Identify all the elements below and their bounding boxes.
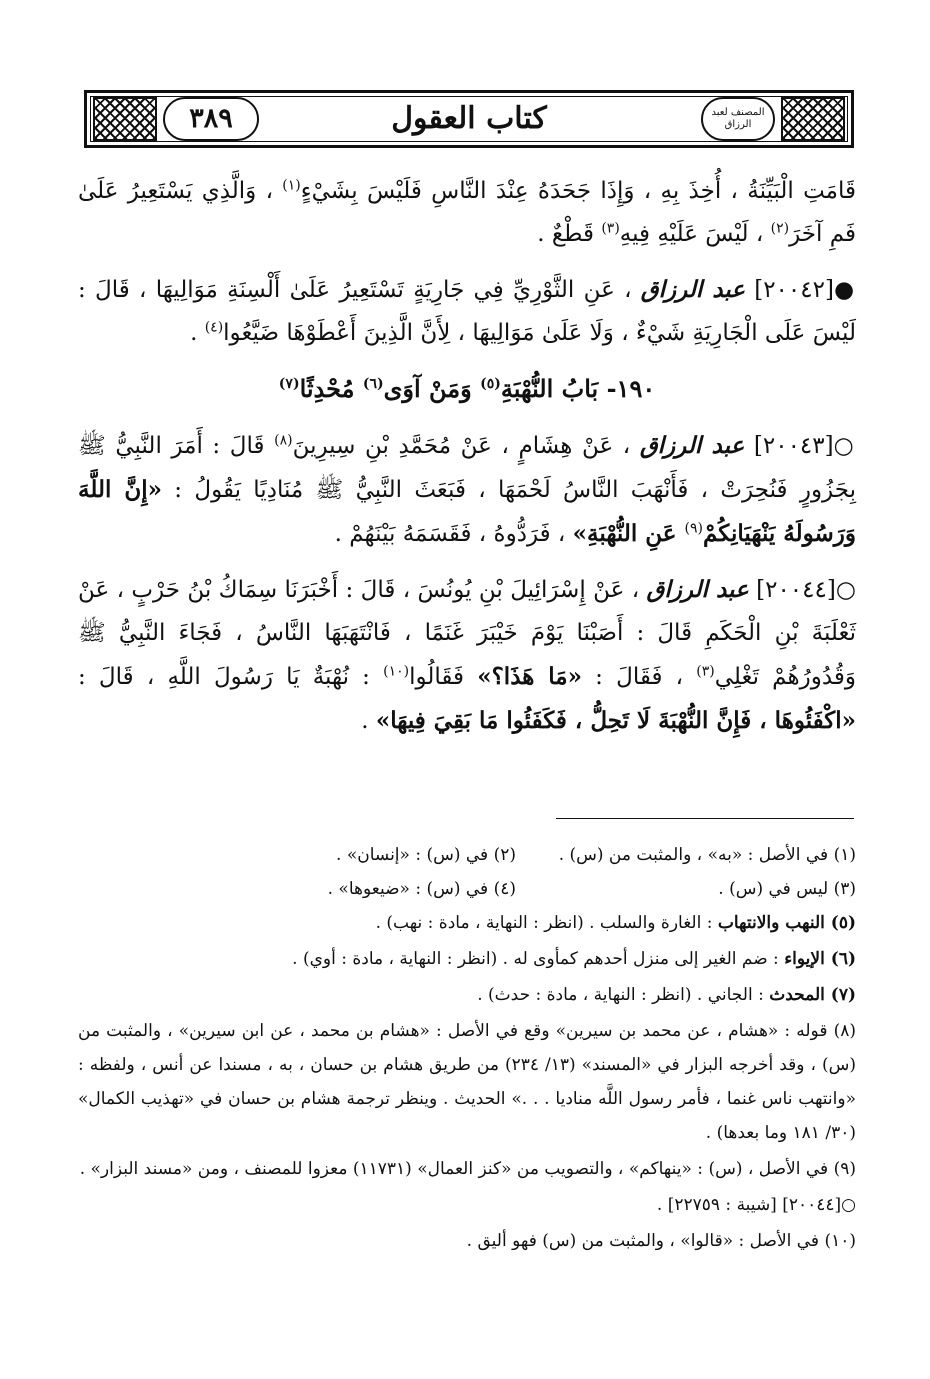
footnote-ref: (٤) [204, 319, 224, 336]
text-run: ، وَالَّذِي يَسْتَعِيرُ عَلَىٰ فَمِ آخَرَ [78, 178, 856, 247]
text-run: . [361, 708, 376, 734]
book-title: كتاب العقول [391, 101, 547, 136]
main-text [78, 170, 856, 755]
text-run: ، لَيْسَ عَلَيْهِ فِيهِ [619, 221, 771, 247]
text-run: قَالَ : أَمَرَ النَّبِيُّ ﷺ بِجَزُورٍ فَنُحِرَتْ ، فَأَنْهَبَ النَّاسُ لَحْمَهَا ، فَبَعَثَ النَّبِيُّ ﷺ مُنَادِيًا يَقُولُ : [78, 433, 856, 503]
prophetic-quote: عَنِ النُّهْبَةِ» [572, 520, 685, 547]
hadith-number: [٢٠٠٤٤] [756, 577, 836, 603]
footnote-text: : ضم الغير إلى منزل أحدهم كمأوى له . (انظر : النهاية ، مادة : أوي) . [292, 949, 785, 969]
footnote-ref: (٣) [601, 220, 620, 237]
footnote-text: : الغارة والسلب . (انظر : النهاية ، مادة : نهب) . [375, 913, 718, 933]
footnote-divider [556, 818, 854, 819]
footnote-20044 [78, 1188, 856, 1222]
page-number: ٣٨٩ [163, 97, 259, 141]
footnote-row [78, 838, 856, 872]
book-emblem: المصنف لعبد الرزاق [701, 97, 775, 141]
narrator-name: عبد الرزاق [640, 276, 745, 303]
paragraph-continuation [78, 170, 856, 256]
hadith-20042 [78, 268, 856, 355]
chapter-heading [78, 367, 856, 410]
narrator-name: عبد الرزاق [639, 432, 745, 459]
text-run: فَقَالُوا [409, 664, 478, 690]
prophetic-quote: «اكْفَئُوهَا ، فَإِنَّ النُّهْبَةَ لَا تَحِلُّ ، فَكَفَئُوا مَا بَقِيَ فِيهَا» [375, 707, 856, 734]
footnote-term: (٧) المحدث [769, 985, 856, 1005]
circle-mark: ○ [841, 1195, 856, 1215]
footnote-7 [78, 978, 856, 1012]
footnote-text: [٢٠٠٤٤] [شيبة : ٢٢٧٥٩] . [656, 1195, 842, 1215]
footnote-ref: (١٠) [383, 663, 410, 680]
narrator-name: عبد الرزاق [646, 576, 749, 603]
footnote-ref: (١) [282, 177, 301, 194]
footnote-4: (٤) في (س) : «ضيعوها» . [327, 879, 516, 899]
footnote-term: (٥) النهب والانتهاب [717, 913, 856, 933]
footnote-row [78, 872, 856, 906]
footnote-ref: (٢) [770, 220, 790, 237]
text-run: ، عَنْ إِسْرَائِيلَ بْنِ يُونُسَ ، قَالَ : أَخْبَرَنَا سِمَاكُ بْنُ حَرْبٍ ، عَنْ ثَعْلَبَةَ بْنِ الْحَكَمِ قَالَ : أَصَبْنَا يَوْمَ خَيْبَرَ غَنَمًا ، فَانْتَهَبَهَا النَّاسُ ، فَجَاءَ النَّبِيُّ ﷺ وَقُدُورُهُمْ تَغْلِي [78, 577, 857, 690]
footnote-6 [78, 942, 856, 976]
footnote-10: (١٠) في الأصل : «قالوا» ، والمثبت من (س) فهو أليق . [466, 1231, 856, 1251]
hadith-20044 [78, 568, 856, 743]
text-run: وَمَنْ آوَى [383, 374, 481, 403]
footnote-ref: (٣) [696, 663, 715, 680]
footnote-5 [78, 906, 856, 940]
hadith-number: [٢٠٠٤٢] [754, 277, 834, 303]
footnote-2: (٢) في (س) : «إنسان» . [336, 845, 516, 865]
footnote-9: (٩) في الأصل ، (س) : «ينهاكم» ، والتصويب من «كنز العمال» (١١٧٣١) معزوا للمصنف ، ومن «مسند البزار» . [79, 1159, 856, 1179]
text-run: ، فَقَالَ : [581, 664, 697, 690]
text-run: ، عَنْ هِشَامٍ ، عَنْ مُحَمَّدِ بْنِ سِيرِينَ [292, 433, 640, 459]
footnote-ref: (٥) [480, 376, 501, 392]
text-run: . [190, 320, 205, 346]
text-run: قَطْعٌ . [537, 221, 602, 247]
footnote-8: (٨) قوله : «هشام ، عن محمد بن سيرين» وقع في الأصل : «هشام بن محمد ، عن ابن سيرين» ، والمثبت من (س) ، وقد أخرجه البزار في «المسند» (١٣/ ٢٣٤) من طريق هشام بن حسان ، به ، مسندا عن أنس ، ولفظه : «وانتهب ناس غنما ، فأمر رسول اللَّه مناديا . . .» الحديث . وينظر ترجمة هشام بن حسان في «تهذيب الكمال» (٣٠/ ١٨١ وما بعدها) . [78, 1021, 856, 1143]
text-run: : نُهْبَةٌ يَا رَسُولَ اللَّهِ ، قَالَ : [78, 664, 384, 690]
page-header [84, 90, 854, 148]
hadith-20043 [78, 424, 856, 556]
text-run: ، فَرَدُّوهُ ، فَقَسَمَهُ بَيْنَهُمْ . [334, 521, 573, 547]
footnotes [78, 838, 856, 1260]
footnote-1: (١) في الأصل : «به» ، والمثبت من (س) . [558, 845, 856, 865]
footnote-ref: (٧) [278, 376, 300, 392]
circle-mark: ○ [833, 432, 856, 459]
footnote-term: (٦) الإيواء [784, 949, 856, 969]
text-run: ، عَنِ الثَّوْرِيِّ فِي جَارِيَةٍ تَسْتَعِيرُ عَلَىٰ أَلْسِنَةِ مَوَالِيهَا ، قَالَ : لَيْسَ عَلَى الْجَارِيَةِ شَيْءٌ ، وَلَا عَلَىٰ مَوَالِيهَا ، لِأَنَّ الَّذِينَ أَعْطَوْهَا ضَيَّعُوا [78, 277, 856, 346]
footnote-ref: (٩) [684, 520, 703, 537]
bullet-mark: ● [833, 276, 856, 303]
prophetic-quote: «مَا هَذَا؟» [477, 663, 582, 690]
footnote-ref: (٨) [274, 432, 293, 449]
text-run: قَامَتِ الْبَيِّنَةُ ، أُخِذَ بِهِ ، وَإِذَا جَحَدَهُ عِنْدَ النَّاسِ فَلَيْسَ بِشَيْءٍ [300, 178, 856, 204]
footnote-text: : الجاني . (انظر : النهاية ، مادة : حدث) . [477, 985, 770, 1005]
text-run: ١٩٠- بَابُ النُّهْبَةِ [500, 374, 656, 403]
footnote-3: (٣) ليس في (س) . [718, 879, 856, 899]
prophetic-quote: «إِنَّ اللَّهَ وَرَسُولَهُ يَنْهَيَانِكُمْ [78, 476, 856, 547]
footnote-ref: (٦) [362, 376, 384, 392]
hadith-number: [٢٠٠٤٣] [753, 433, 834, 459]
circle-mark: ○ [835, 576, 856, 603]
text-run: مُحْدِثًا [299, 374, 363, 403]
